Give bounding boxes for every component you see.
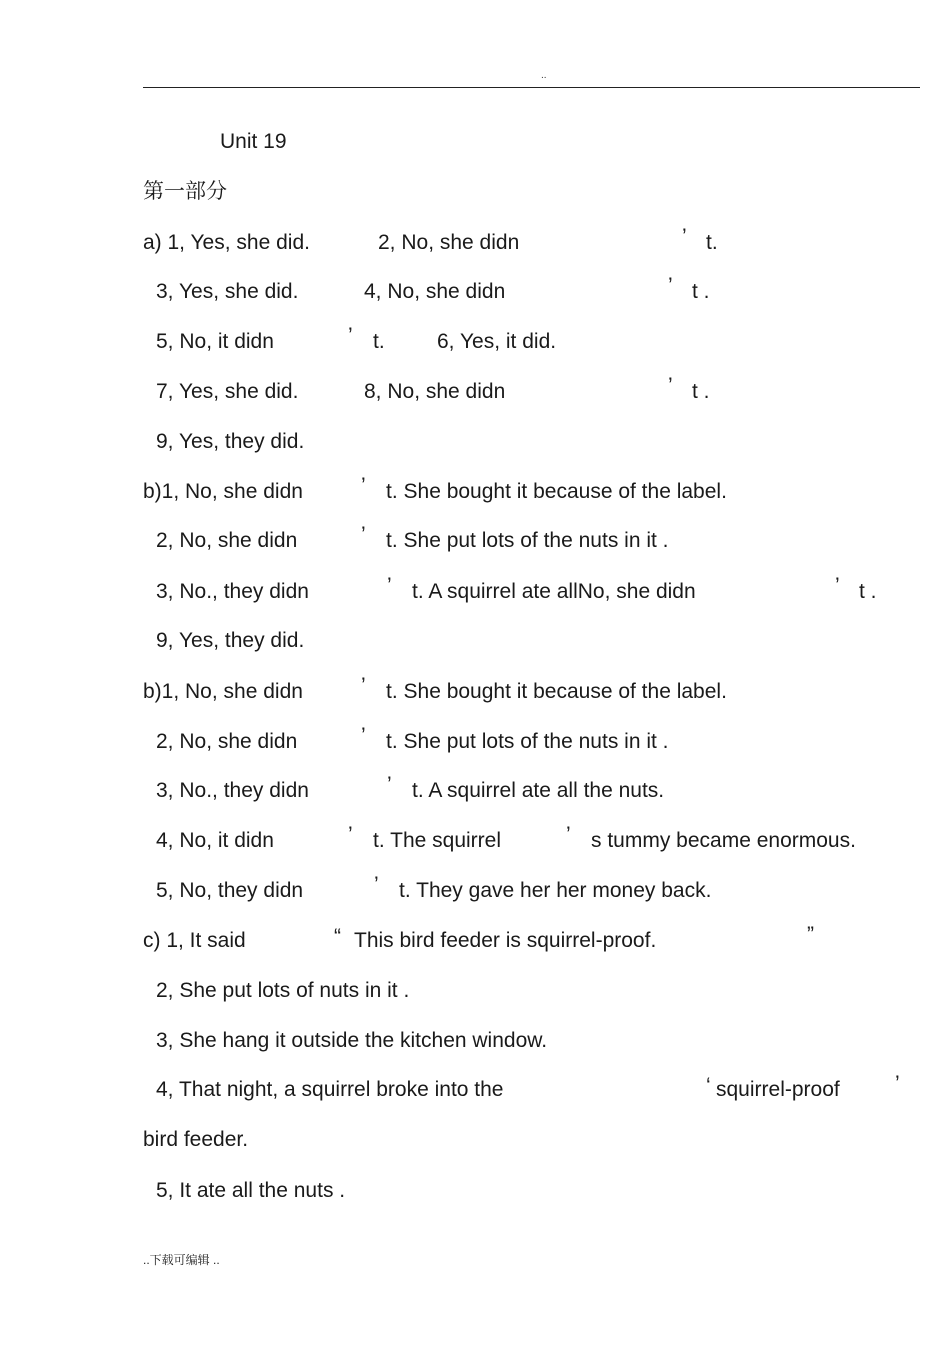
apostrophe-mark: ’ [387,574,392,597]
answer-a-8-end: t . [692,380,710,403]
answer-c-4-quoted: squirrel-proof [716,1078,840,1101]
apostrophe-mark: ’ [361,474,366,497]
apostrophe-mark: ’ [668,274,673,297]
apostrophe-mark: ’ [374,873,379,896]
answer-b-4-mid: t. The squirrel [373,829,501,852]
answer-a-4-end: t . [692,280,710,303]
answer-b-1-end: t. She bought it because of the label. [386,480,727,503]
answer-c-4: 4, That night, a squirrel broke into the [156,1078,504,1101]
header-rule [143,87,920,88]
answer-b-2: 2, No, she didn [156,730,298,753]
answer-a-8: 8, No, she didn [364,380,506,403]
page-header-mark: .. [541,70,547,81]
answer-a-2-end: t. [706,231,718,254]
answer-c-3: 3, She hang it outside the kitchen window. [156,1029,548,1052]
answer-b-5-end: t. They gave her her money back. [399,879,712,902]
answer-b-3-mid: t. A squirrel ate allNo, she didn [412,580,696,603]
answer-b-2-end: t. She put lots of the nuts in it . [386,730,669,753]
answer-b-4: 4, No, it didn [156,829,274,852]
answer-a-1: a) 1, Yes, she did. [143,231,310,254]
section-heading: 第一部分 [143,180,227,203]
apostrophe-mark: ’ [361,523,366,546]
answer-b-4-end: s tummy became enormous. [591,829,856,852]
answer-a-3: 3, Yes, she did. [156,280,299,303]
apostrophe-mark: ’ [682,225,687,248]
answer-c-5: 5, It ate all the nuts . [156,1179,346,1202]
close-quote-mark: ” [807,923,814,946]
answer-b-2-end: t. She put lots of the nuts in it . [386,529,669,552]
page-footer: ..下载可编辑 .. [143,1253,220,1267]
answer-b-2: 2, No, she didn [156,529,298,552]
answer-a-7: 7, Yes, she did. [156,380,299,403]
open-single-quote-mark: ‘ [706,1074,711,1097]
answer-b-3: 3, No., they didn [156,779,309,802]
answer-c-2: 2, She put lots of nuts in it . [156,979,410,1002]
answer-b-3-end: t. A squirrel ate all the nuts. [412,779,665,802]
answer-b-1: b)1, No, she didn [143,680,303,703]
answer-a-4: 4, No, she didn [364,280,506,303]
apostrophe-mark: ’ [668,374,673,397]
answer-a-9: 9, Yes, they did. [156,430,305,453]
answer-a-2: 2, No, she didn [378,231,520,254]
apostrophe-mark: ’ [348,823,353,846]
unit-title: Unit 19 [220,130,287,153]
apostrophe-mark: ’ [566,823,571,846]
apostrophe-mark: ’ [895,1072,900,1095]
answer-a-5-end: t. [373,330,385,353]
answer-c-1: c) 1, It said [143,929,246,952]
answer-b-9: 9, Yes, they did. [156,629,305,652]
apostrophe-mark: ’ [348,324,353,347]
answer-b-1-end: t. She bought it because of the label. [386,680,727,703]
answer-c-4-cont: bird feeder. [143,1128,249,1151]
answer-b-5: 5, No, they didn [156,879,304,902]
answer-b-3: 3, No., they didn [156,580,309,603]
apostrophe-mark: ’ [387,773,392,796]
answer-b-1: b)1, No, she didn [143,480,303,503]
apostrophe-mark: ’ [835,574,840,597]
answer-c-1-quote: This bird feeder is squirrel-proof. [354,929,657,952]
answer-b-3-end: t . [859,580,877,603]
apostrophe-mark: ’ [361,674,366,697]
apostrophe-mark: ’ [361,724,366,747]
open-quote-mark: “ [334,925,341,948]
answer-a-5: 5, No, it didn [156,330,274,353]
answer-a-6: 6, Yes, it did. [437,330,557,353]
